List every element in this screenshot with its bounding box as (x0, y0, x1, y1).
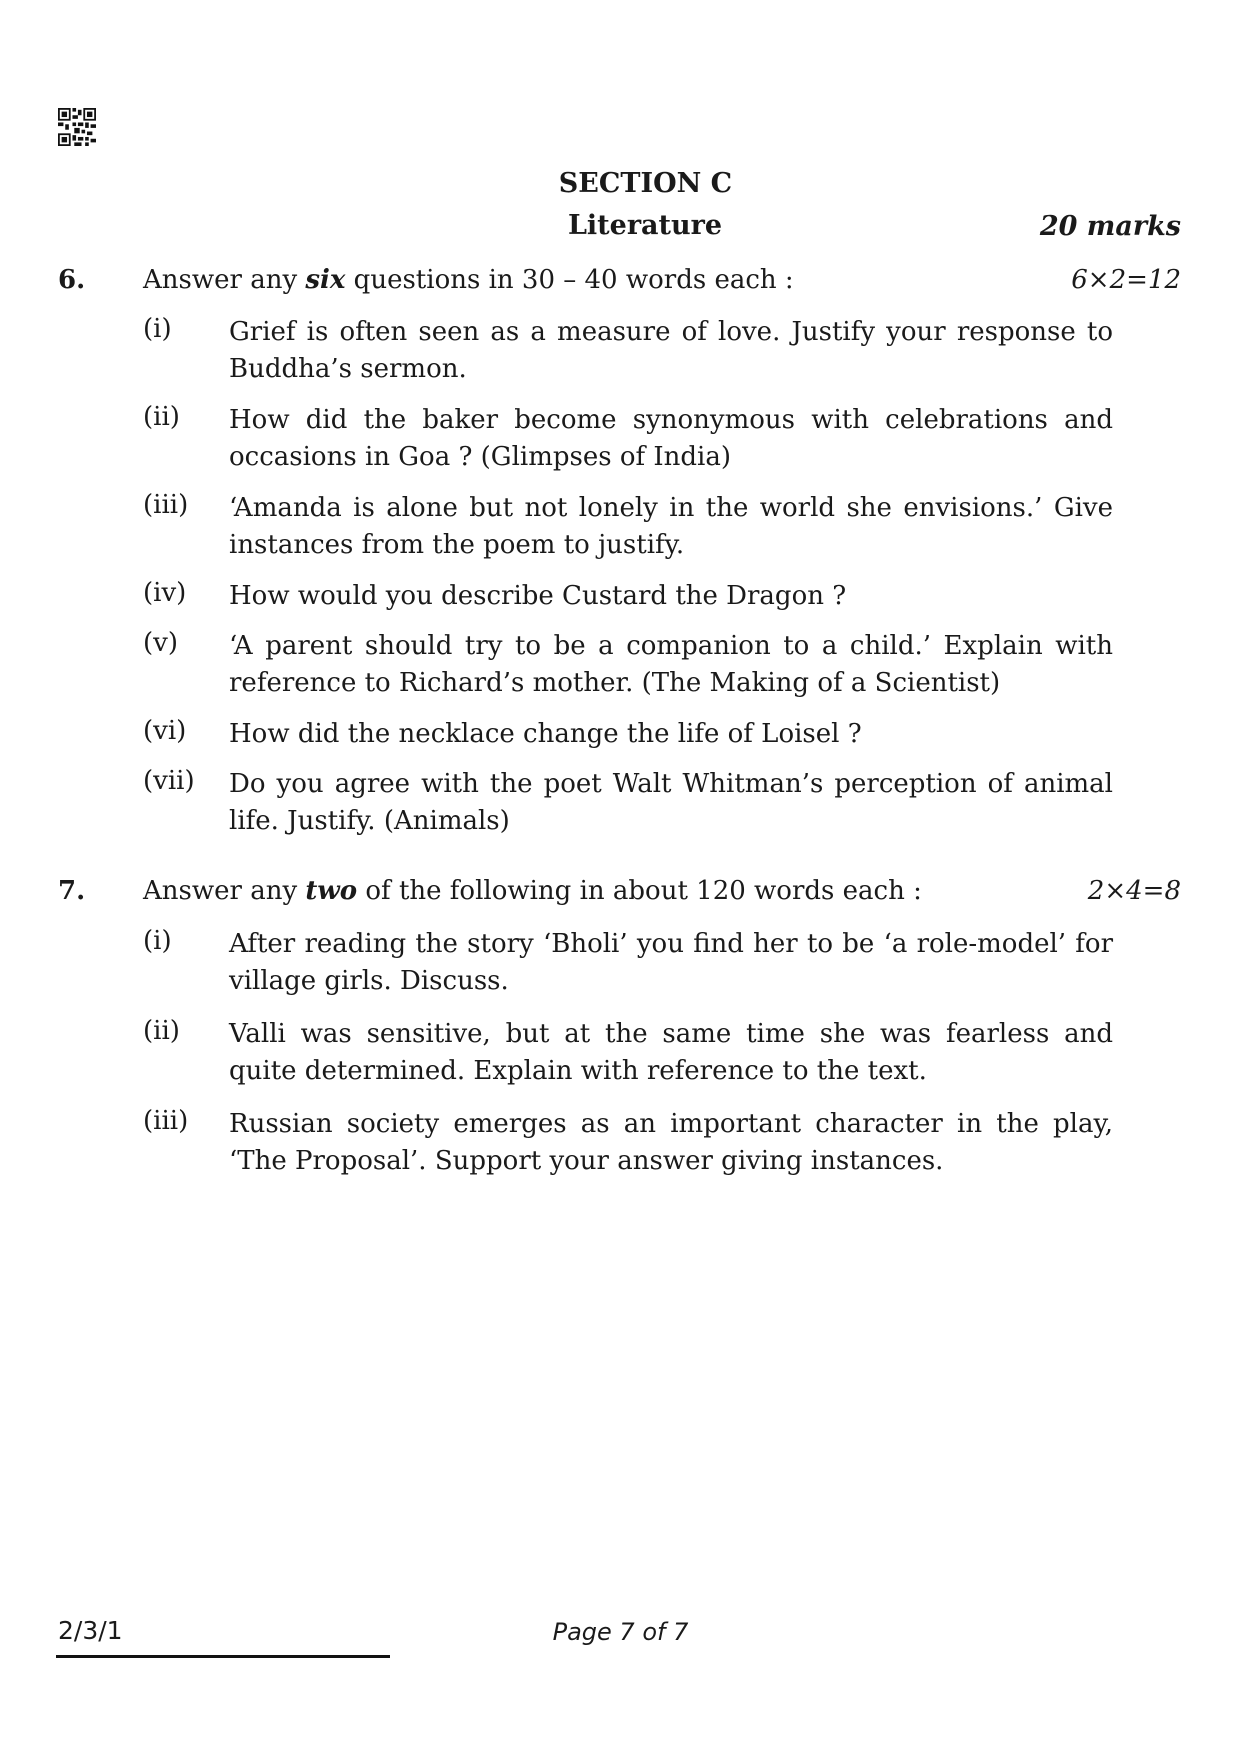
item-number: (i) (143, 314, 172, 344)
item-number: (vii) (143, 766, 195, 796)
question-marks: 2×4=8 (1087, 876, 1181, 906)
item-text: How did the baker become synonymous with celebrations and occasions in Goa ? (Glimpses of India) (229, 405, 1113, 472)
item-number: (v) (143, 628, 178, 658)
question-number: 7. (58, 876, 86, 906)
item-number: (i) (143, 926, 172, 956)
item-text: Grief is often seen as a measure of love. Justify your response to Buddha’s sermon. (229, 317, 1113, 384)
item-text: Valli was sensitive, but at the same time she was fearless and quite determined. Explain with reference to the text. (229, 1019, 1113, 1086)
subject-heading: Literature (567, 210, 723, 241)
question-number: 6. (58, 265, 86, 295)
item-number: (ii) (143, 1016, 180, 1046)
item-text: Do you agree with the poet Walt Whitman’s perception of animal life. Justify. (Animals) (229, 769, 1113, 836)
section-marks: 20 marks (1039, 211, 1181, 242)
item-text: ‘A parent should try to be a companion to a child.’ Explain with reference to Richard’s mother. (The Making of a Scientist) (229, 631, 1113, 698)
item-number: (iv) (143, 578, 187, 608)
section-title: SECTION C (558, 168, 733, 199)
item-number: (ii) (143, 402, 180, 432)
paper-code: 2/3/1 (58, 1616, 123, 1645)
item-text: ‘Amanda is alone but not lonely in the world she envisions.’ Give instances from the poem to justify. (229, 493, 1113, 560)
question-instruction: Answer any six questions in 30 – 40 words each : (143, 265, 794, 295)
question-marks: 6×2=12 (1071, 265, 1181, 295)
qr-code-icon (58, 108, 96, 146)
item-text: How did the necklace change the life of Loisel ? (229, 719, 862, 749)
item-text: How would you describe Custard the Dragon ? (229, 581, 847, 611)
item-text: After reading the story ‘Bholi’ you find her to be ‘a role-model’ for village girls. Discuss. (229, 929, 1113, 996)
question-instruction: Answer any two of the following in about 120 words each : (143, 876, 922, 906)
item-text: Russian society emerges as an important character in the play, ‘The Proposal’. Support your answer giving instances. (229, 1109, 1113, 1176)
item-number: (iii) (143, 1106, 189, 1136)
footer-rule (56, 1655, 390, 1658)
page-number: Page 7 of 7 (552, 1618, 689, 1646)
item-number: (vi) (143, 716, 187, 746)
item-number: (iii) (143, 490, 189, 520)
